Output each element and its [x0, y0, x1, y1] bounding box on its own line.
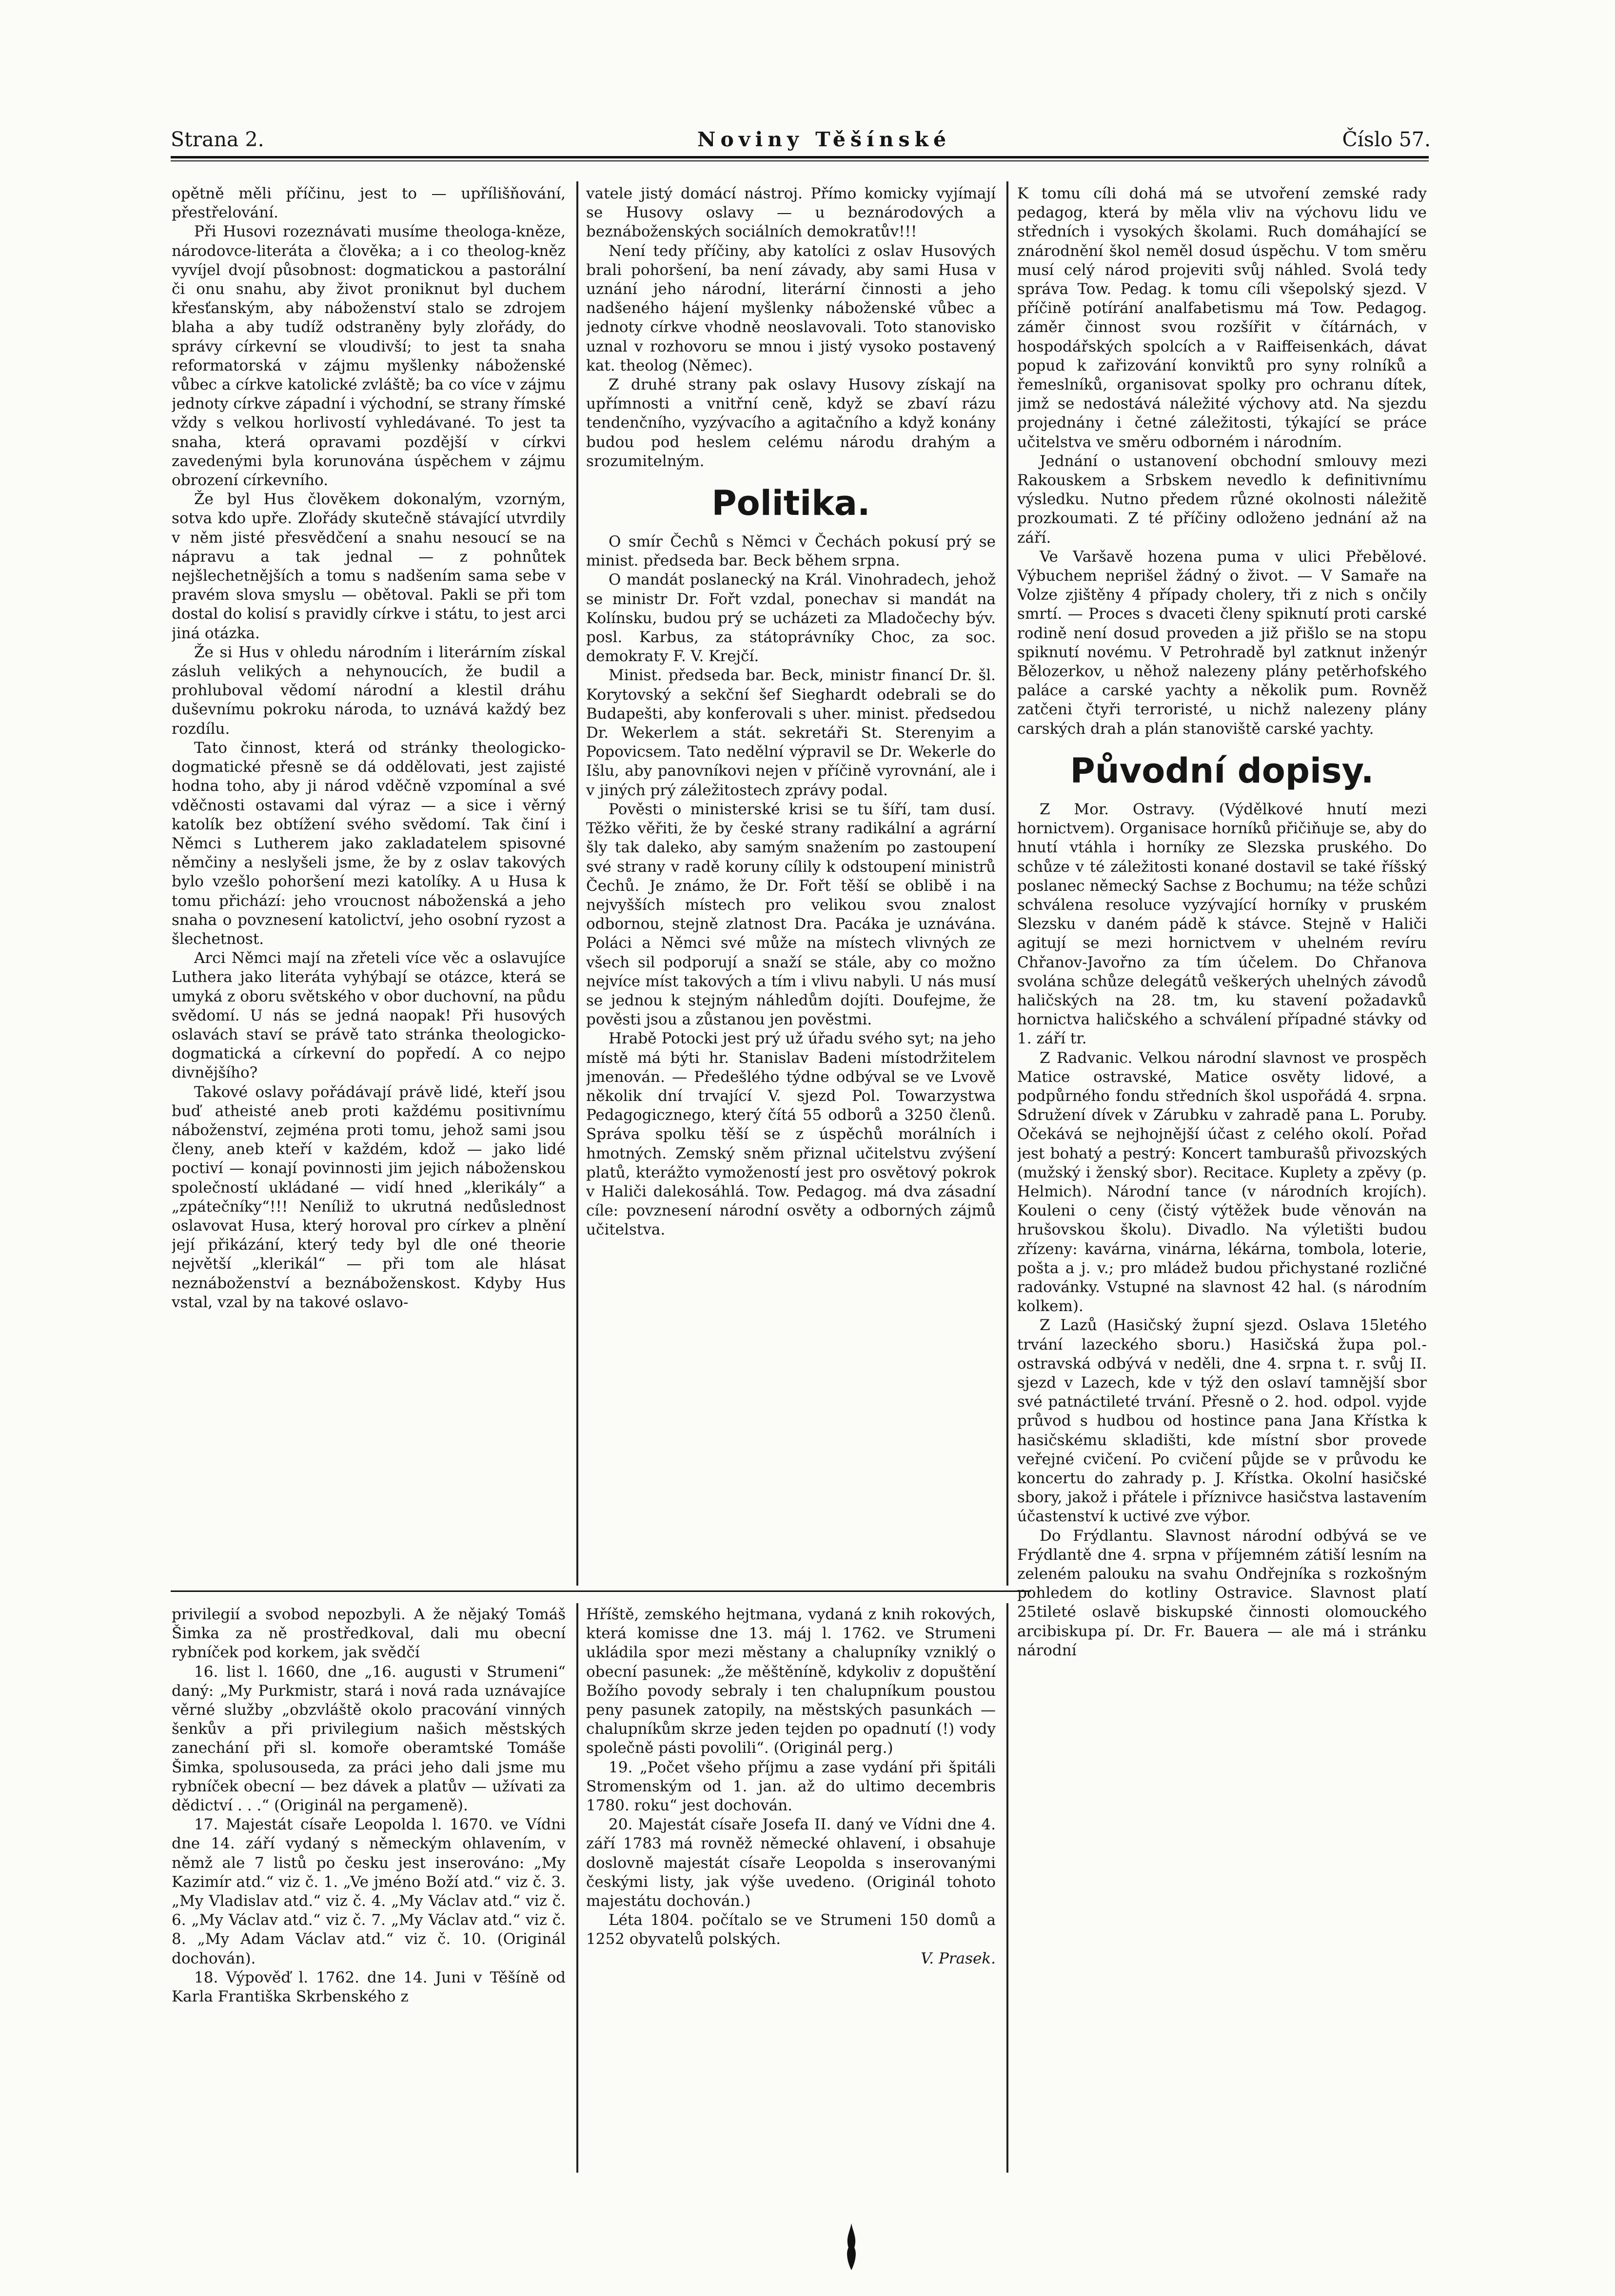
paragraph: O mandát poslanecký na Král. Vinohradech, jehož se ministr Dr. Fořt vzdal, ponechav si mandát na Kolínsku, budou prý se ucházeti za Mladočechy býv. posl. Karbus, za státoprávníky Choc, za soc. demokraty F. V. Krejčí. — [586, 571, 996, 666]
paragraph: O smír Čechů s Němci v Čechách pokusí prý se minist. předseda bar. Beck během srpna. — [586, 533, 996, 570]
paragraph: Z druhé strany pak oslavy Husovy získají na upřímnosti a vnitřní ceně, když se zbaví rázu tendenčního, vyzývacího a agitačního a když konány budou pod heslem celému národu drahým a srozumitelným. — [586, 376, 996, 470]
paragraph: Takové oslavy pořádávají právě lidé, kteří jsou buď atheisté aneb proti každému positivnímu náboženství, zejména proti tomu, jehož sami jsou členy, aneb kteří v každém, kdož — jako lidé poctiví — konají povinnosti jim jejich náboženskou společností ukládané — vidí hned „klerikály“ a „zpátečníky“!!! Neníliž to ukrutná nedůslednost oslavovat Husa, který horoval pro církev a plnění její přikázání, který tedy byl dle oné theorie největší „klerikál“ — při tom ale hlásat neznáboženství a beznáboženskost. Kdyby Hus vstal, vzal by na takové oslavo- — [172, 1083, 566, 1311]
section-divider — [171, 1590, 1031, 1592]
column-divider — [1006, 181, 1008, 1586]
paragraph: Tato činnost, která od stránky theologicko-dogmatické přesně se dá oddělovati, jest zajisté hodna toho, aby ji národ vděčně vzpomínal a své vděčnosti ostavami dal výraz — a sice i věrný katolík bez obtížení svého svědomí. Tak činí i Němci s Lutherem jako zakladatelem spisovné němčiny a neslyšeli jsme, že by z oslav takových bylo vzešlo pohoršení mezi katolíky. A u Husa k tomu přichází: jeho vroucnost náboženská a jeho snaha o povznesení katolictví, jeho osobní ryzost a šlechetnost. — [172, 739, 566, 948]
paragraph: Není tedy příčiny, aby katolíci z oslav Husových brali pohoršení, ba není závady, aby sami Husa v uznání jeho národní, literární činnosti a jeho nadšeného hájení myšlenky náboženské vůbec a jednoty církve vhodně neoslavovali. Toto stanovisko uznal v rozhovoru se mnou i jistý vysoko postavený kat. theolog (Němec). — [586, 242, 996, 374]
paragraph: Z Radvanic. Velkou národní slavnost ve prospěch Matice ostravské, Matice osvěty lidové, a podpůrného fondu středních škol uspořádá 4. srpna. Sdružení dívek v Zárubku v zahradě pana L. Poruby. Očekává se nejhojnější účast z celého okolí. Pořad jest bohatý a pestrý: Koncert tamburašů přivozských (mužský i ženský sbor). Recitace. Kuplety a zpěvy (p. Helmich). Národní tance (v národních krojích). Kouleni o ceny (čistý výtěžek bude věnován na hrušovskou školu). Divadlo. Na výletišti budou zřízeny: kavárna, vinárna, lékárna, tombola, loterie, pošta a j. v.; pro mládež budou přichystané rozličné radovánky. Vstupné na slavnost 42 hal. (s národním kolkem). — [1017, 1049, 1427, 1315]
binding-ornament — [843, 2223, 860, 2270]
feuilleton-column-1 — [172, 1605, 566, 2176]
article-column-2 — [586, 184, 996, 1584]
paragraph: Léta 1804. počítalo se ve Strumeni 150 domů a 1252 obyvatelů polských. — [586, 1911, 996, 1948]
paragraph: vatele jistý domácí nástroj. Přímo komicky vyjímají se Husovy oslavy — u beznárodových a beznáboženských sociálních demokratův!!! — [586, 185, 996, 241]
paragraph: Minist. předseda bar. Beck, ministr financí Dr. šl. Korytovský a sekční šef Sieghardt odebrali se do Budapešti, aby konferovali s uher. minist. předsedou Dr. Wekerlem a stát. sekretáři St. Sterenyim a Popovicsem. Tato nedělní výpravil se Dr. Wekerle do Išlu, aby panovníkovi nejen v příčině vyrovnání, ale i v jiných prý záležitostech zprávy podal. — [586, 667, 996, 799]
paragraph: 20. Majestát císaře Josefa II. daný ve Vídni dne 4. září 1783 má rovněž německé ohlavení, i obsahuje doslovně majestát císaře Leopolda s inserovanými českými listy, jak výše uvedeno. (Originál tohoto majestátu dochován.) — [586, 1816, 996, 1910]
article-column-3 — [1017, 184, 1427, 2169]
article-column-1 — [172, 184, 566, 1584]
paragraph: 16. list l. 1660, dne „16. augusti v Strumeni“ daný: „My Purkmistr, stará i nová rada uznávajíce věrné služby „obzvláště okolo pracování vinných šenkův a při privilegium našich městských zanechání při sl. komoře oberamtské Tomáše Šimka, spolusouseda, za práci jeho dali jsme mu rybníček obecní — bez dávek a platův — užívati za dědictví . . .“ (Originál na pergameně). — [172, 1663, 566, 1815]
author-signature: V. Prasek. — [921, 1949, 996, 1967]
paragraph: Z Lazů (Hasičský župní sjezd. Oslava 15letého trvání lazeckého sboru.) Hasičská župa pol.-ostravská odbývá v neděli, dne 4. srpna t. r. svůj II. sjezd v Lazech, kde v týž den oslaví tamnější sbor své patnáctileté trvání. Přesně o 2. hod. odpol. vyjde průvod s hudbou od hostince pana Jana Křístka k hasičskému skladišti, kde místní sbor provede veřejné cvičení. Po cvičení půjde se v průvodu ke koncertu do zahrady p. J. Křístka. Okolní hasičské sbory, jakož i přátele i příznivce hasičstva lastavením účastenství k uctivé zve výbor. — [1017, 1316, 1427, 1526]
paragraph: Při Husovi rozeznávati musíme theologa-kněze, národovce-literáta a člověka; a i co theolog-kněz vyvíjel dvojí působnost: dogmatickou a pastorální či onu snahu, aby život proniknut byl duchem křesťanským, aby náboženství stalo se zdrojem blaha a aby tudíž odstraněny byly zlořády, do správy církevní se vloudivší; to jest ta snaha reformatorská v zájmu myšlenky náboženské vůbec a církve katolické zvláště; ba co více v zájmu jednoty církve západní i východní, se strany římské vždy s velkou horlivostí vyhledávané. To jest ta snaha, která opravami pozdější v církvi zavedenými byla korunována úspěchem v zájmu obrození církevního. — [172, 223, 566, 490]
paragraph: Že si Hus v ohledu národním i literárním získal zásluh velikých a nehynoucích, že budil a prohluboval vědomí národní a klestil dráhu duševnímu pokroku národa, to uznává každý bez rozdílu. — [172, 643, 566, 738]
paragraph: Jednání o ustanovení obchodní smlouvy mezi Rakouskem a Srbskem nevedlo k definitivnímu výsledku. Nutno předem různé okolnosti náležitě prozkoumati. Z té příčiny odloženo jednání až na září. — [1017, 452, 1427, 547]
paragraph: K tomu cíli dohá má se utvoření zemské rady pedagog, která by měla vliv na výchovu lidu ve středních i vysokých školami. Ruch domáhající se znárodnění škol neměl dosud úspěchu. V tom směru musí celý národ projeviti svůj náhled. Svolá tedy správa Tow. Pedag. k tomu cíli všepolský sjezd. V příčině potírání analfabetismu má Tow. Pedagog. záměr činnost svou rozšířit v čítárnách, v hospodářských spolcích a v Raiffeisenkách, dávat popud k zařizování konviktů pro syny rolníků a řemeslníků, organisovat spolky pro ochranu dítek, jimž se nedostává náležité výchovy atd. Na sjezdu projednány i četné záležitosti, týkající se práce učitelstva ve směru odborném i národním. — [1017, 185, 1427, 451]
issue-number: Číslo 57. — [1342, 128, 1431, 151]
paragraph: 18. Výpověď l. 1762. dne 14. Juni v Těšíně od Karla Františka Skrbenského z — [172, 1968, 566, 2006]
paragraph: 17. Majestát císaře Leopolda l. 1670. ve Vídni dne 14. září vydaný s německým ohlavením, v němž ale 7 listů po česku jest inserováno: „My Kazimír atd.“ viz č. 1. „Ve jméno Boží atd.“ viz č. 3. „My Vladislav atd.“ viz č. 4. „My Václav atd.“ viz č. 6. „My Václav atd.“ viz č. 7. „My Václav atd.“ viz č. 8. „My Adam Václav atd.“ viz č. 10. (Originál dochován). — [172, 1816, 566, 1967]
paragraph: Pověsti o ministerské krisi se tu šíří, tam dusí. Těžko věřiti, že by české strany radikální a agrární šly tak daleko, aby samým snažením po zastoupení své strany v radě koruny cílily k odstoupení ministrů Čechů. Je známo, že Dr. Fořt těší se oblibě i na nejvyšších místech pro velikou svou znalost odbornou, stejně zlatnost Dra. Pacáka je uznávána. Poláci a Němci své může na místech vlivných ze všech sil podporují a snaží se stále, aby co možno nejvíce míst takových a tím i vlivu nabyli. U nás musí se jednou k stejným náhledům dojíti. Doufejme, že pověsti jsou a zůstanou jen pověstmi. — [586, 800, 996, 1029]
paragraph: Ve Varšavě hozena puma v ulici Přebělové. Výbuchem neprišel žádný o život. — V Samaře na Volze zjištěny 4 případy cholery, tři z nich s ončily smrtí. — Proces s dvaceti členy spiknutí proti carské rodině není dosud proveden a již přišlo se na stopu spiknutí novému. V Petrohradě byl zatknut inženýr Bělozerkov, u něhož nalezeny plány petěrhofského paláce a carské yachty a několik pum. Rovněž zatčeni čtyři terroristé, u nichž nalezeny plány carských drah a plán stanoviště carské yachty. — [1017, 548, 1427, 738]
column-divider — [576, 1603, 578, 2173]
paragraph: Hříště, zemského hejtmana, vydaná z knih rokových, která komisse dne 13. máj l. 1762. ve Strumeni ukládila spor mezi městany a chalupníky vzniklý o obecní pasunek: „že měštěníně, kdykoliv z dopuštění Božího povody sebraly i ten chalupníkum poustou peny pasunek zatopily, na městských pasunkách — chalupníkům skrze jeden tejden po opadnutí (!) vody společně pásti povolili“. (Originál perg.) — [586, 1606, 996, 1757]
paragraph: Arci Němci mají na zřeteli více věc a oslavujíce Luthera jako literáta vyhýbají se otázce, která se umyká z oboru světského v obor duchovní, na půdu svědomí. U nás se jedná naopak! Při husových oslavách staví se právě tato stránka theologicko-dogmatická a církevní do popředí. A co nejpo divnějšího? — [172, 949, 566, 1082]
paragraph: opětně měli příčinu, jest to — upřílišňování, přestřelování. — [172, 185, 566, 222]
section-heading-politika: Politika. — [711, 483, 870, 524]
paragraph: Do Frýdlantu. Slavnost národní odbývá se ve Frýdlantě dne 4. srpna v příjemném zátiší lesním na zeleném palouku na svahu Ondřejníka s rozkošným pohledem do kotliny Ostravice. Slavnost platí 25tileté oslavě biskupské činnosti olomouckého arcibiskupa pí. Dr. Fr. Bauera — ale má i stránku národní — [1017, 1527, 1427, 1659]
page-number: Strana 2. — [171, 128, 264, 151]
feuilleton-column-2 — [586, 1605, 996, 2176]
column-divider — [576, 181, 578, 1586]
header-rule-thin — [171, 160, 1429, 161]
section-heading-puvodni-dopisy: Původní dopisy. — [1070, 750, 1374, 791]
header-rule — [171, 156, 1429, 158]
paragraph: 19. „Počet všeho příjmu a zase vydání při špitáli Stromenským od 1. jan. až do ultimo decembris 1780. roku“ jest dochován. — [586, 1758, 996, 1815]
paragraph: privilegií a svobod nepozbyli. A že nějaký Tomáš Šimka za ně prostředkoval, dali mu obecní rybníček pod korkem, jak svědčí — [172, 1606, 566, 1662]
paragraph: Hrabě Potocki jest prý už úřadu svého syt; na jeho místě má býti hr. Stanislav Badeni místodržitelem jmenován. — Předešlého týdne odbýval se ve Lvově několik dní trvající V. sjezd Pol. Towarzystwa Pedagogicznego, který čítá 55 odborů a 3250 členů. Správa spolku těší se z úspěchů morálních i hmotných. Zemský sněm přiznal učitelstvu zvýšení platů, kterážto vymožeností jest pro osvětový pokrok v Haliči dalekosáhlá. Tow. Pedagog. má dva zásadní cíle: povznesení národní osvěty a odborných zájmů učitelstva. — [586, 1030, 996, 1239]
column-divider — [1006, 1603, 1008, 2173]
paragraph: Že byl Hus člověkem dokonalým, vzorným, sotva kdo upře. Zlořády skutečně stávající utvrdily v něm jisté přesvědčení a snahu nesoucí se na nápravu a tak jednal — z pohnůtek nejšlechetnějších a tomu s nadšením sama sebe v pravém slova smyslu — obětoval. Pakli se při tom dostal do kolisí s pravidly církve i státu, to jest arci jiná otázka. — [172, 491, 566, 642]
newspaper-title: Noviny Těšínské — [697, 128, 951, 151]
paragraph: Z Mor. Ostravy. (Výdělkové hnutí mezi hornictvem). Organisace horníků přičiňuje se, aby do hnutí vtáhla i horníky ze Slezska pruského. Do schůze v té záležitosti konané dostavil se také říšský poslanec německý Sachse z Bochumu; na téže schůzi schválena resoluce vyzývající horníky v pruském Slezsku v daném pádě k stávce. Stejně v Haliči agitují se mezi hornictvem v uhelném revíru Chřanov-Javořno za tím účelem. Do Chřanova svolána schůze delegátů veškerých uhelných závodů haličských na 28. tm, ku stavení požadavků hornictva haličského a schválení případné stávky od 1. září tr. — [1017, 800, 1427, 1048]
